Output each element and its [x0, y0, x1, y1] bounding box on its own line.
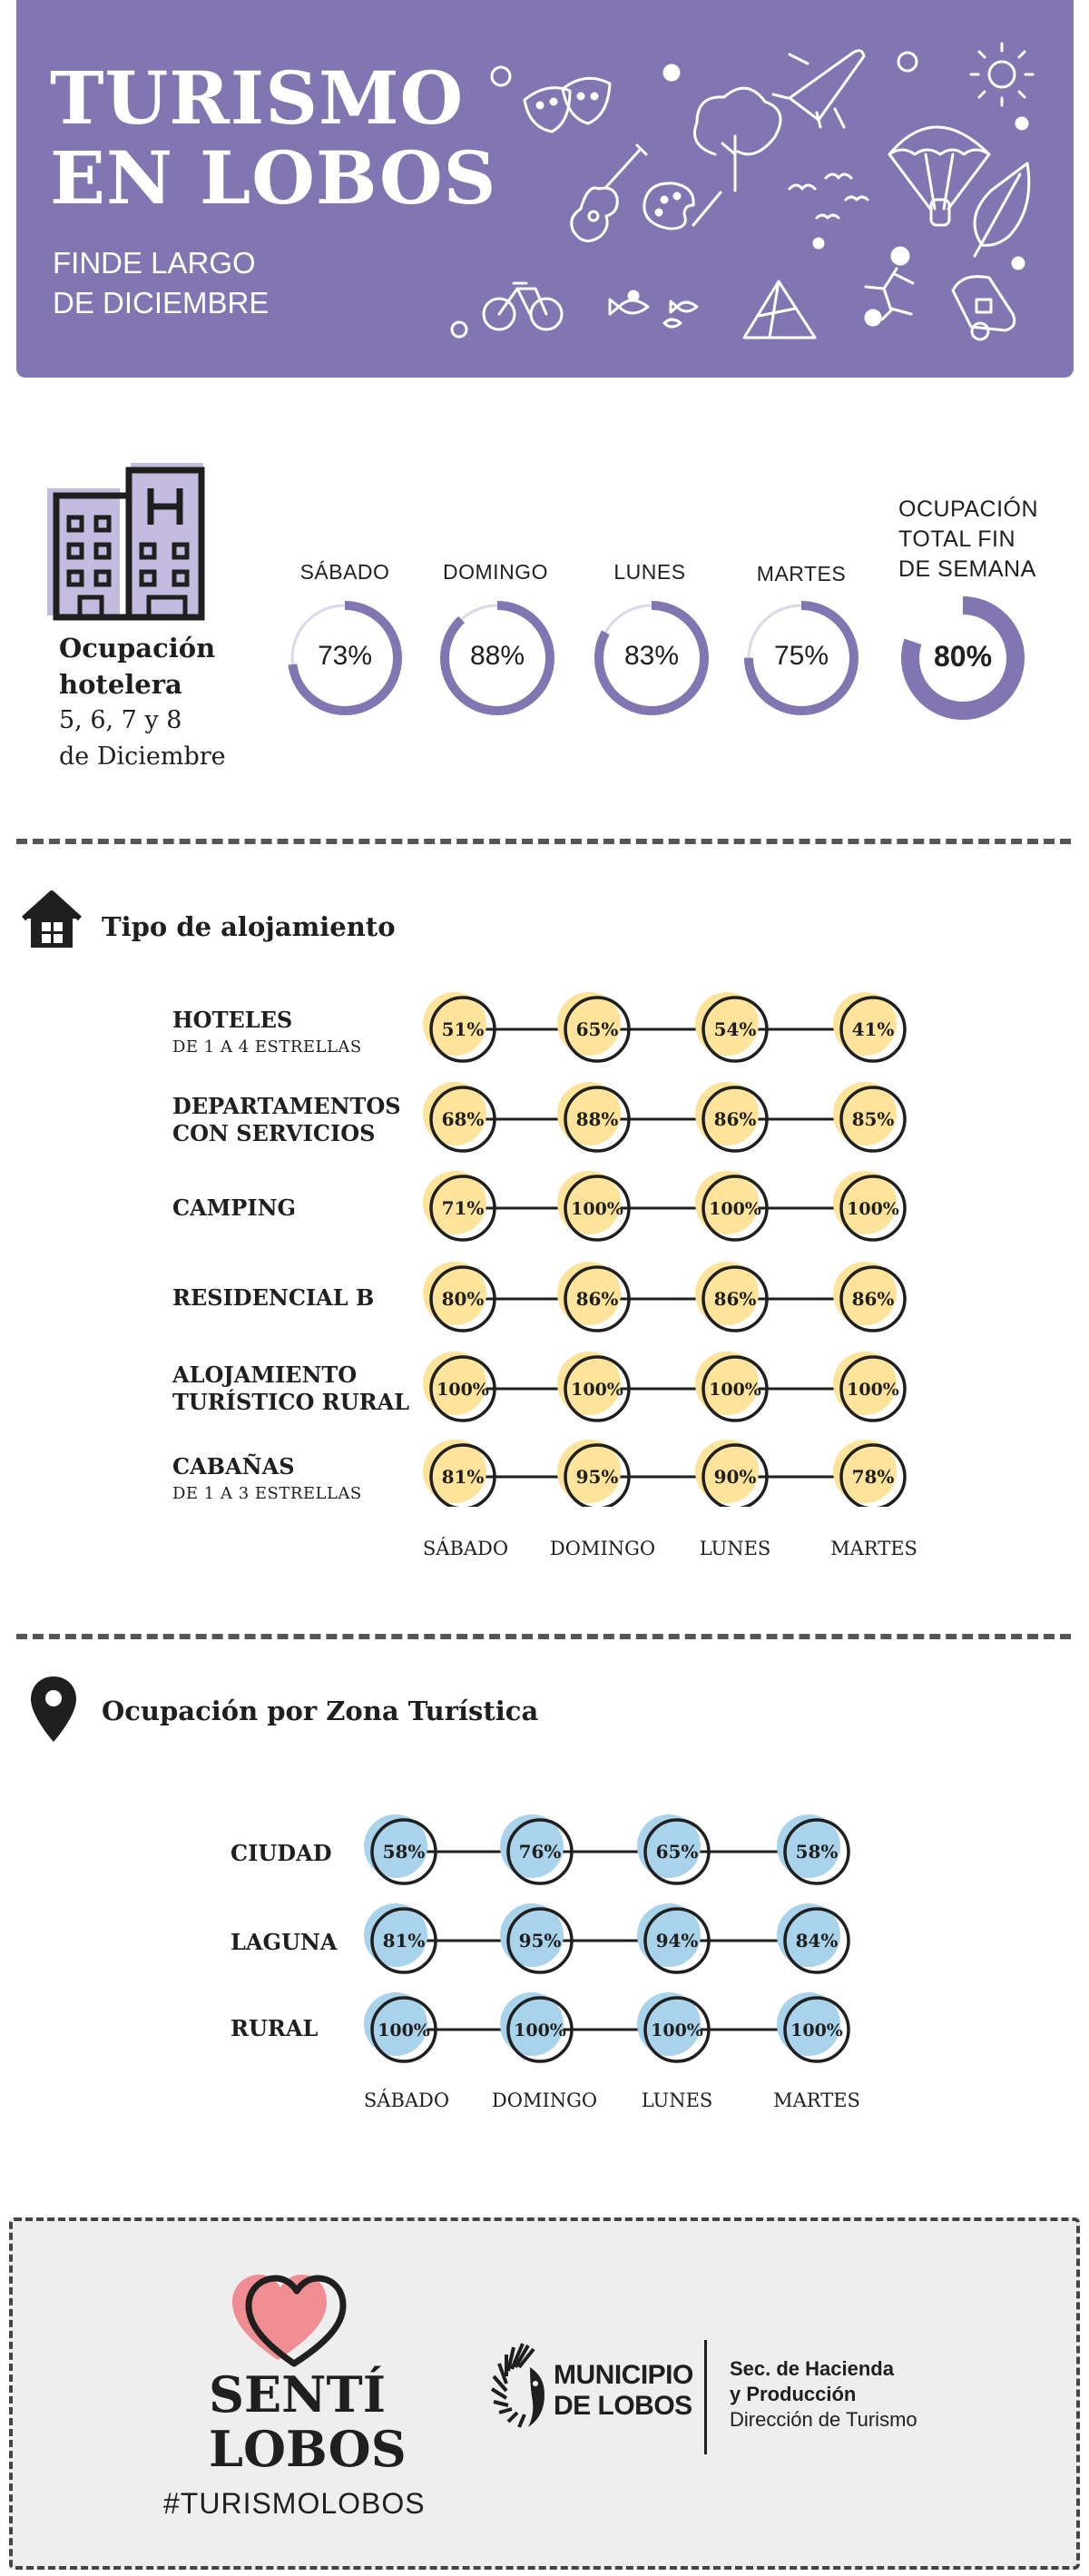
accommodation-value-bubble: [557, 1171, 629, 1240]
hotel-occupancy-dates: [59, 703, 226, 775]
row-label-line: CON SERVICIOS: [172, 1120, 376, 1146]
accommodation-value-label: 71%: [441, 1197, 485, 1219]
accommodation-value-bubble: [833, 1082, 905, 1151]
municipio-de-lobos-logo: [554, 2360, 693, 2422]
dot-icon: [1016, 118, 1027, 129]
dot-icon: [492, 67, 510, 85]
accommodation-value-label: 51%: [441, 1018, 485, 1040]
accommodation-value-label: 88%: [575, 1108, 619, 1130]
column-label-domingo: DOMINGO: [549, 1538, 656, 1559]
ring-label-martes: MARTES: [756, 562, 847, 585]
column-label-martes: MARTES: [830, 1538, 917, 1559]
ring-label-domingo: DOMINGO: [443, 560, 548, 584]
accommodation-value-label: 100%: [709, 1380, 761, 1400]
accommodation-value-label: 95%: [575, 1466, 619, 1488]
map-pin-icon: [29, 1675, 78, 1744]
zone-label-ciudad: CIUDAD: [231, 1840, 332, 1866]
zone-value-label: 65%: [655, 1841, 699, 1863]
page-subtitle: [53, 243, 269, 323]
zone-value-bubble: [500, 1903, 572, 1972]
dot-icon: [664, 65, 679, 80]
accommodation-value-bubble: [695, 1082, 767, 1151]
zone-value-label: 100%: [378, 2020, 430, 2040]
accommodation-value-bubble: [557, 1262, 629, 1331]
accommodation-value-bubble: [423, 1352, 495, 1421]
zone-value-bubble: [637, 1903, 709, 1972]
zone-column-label-martes: MARTES: [773, 2089, 860, 2111]
zone-value-label: 58%: [795, 1841, 839, 1863]
accommodation-value-bubble: [695, 1262, 767, 1331]
zone-column-label-lunes: LUNES: [641, 2089, 713, 2111]
senti-line-2: LOBOS: [209, 2420, 407, 2478]
zone-column-label-sabado: SÁBADO: [363, 2089, 450, 2111]
accommodation-value-label: 100%: [571, 1380, 623, 1400]
accommodation-value-label: 68%: [441, 1108, 485, 1130]
secretaria-text: [730, 2356, 917, 2433]
municipio-emblem-icon: [486, 2340, 555, 2434]
zone-value-bubble: [637, 1992, 709, 2061]
zones-grid: [0, 1797, 1089, 2070]
accommodation-value-bubble: [423, 992, 495, 1061]
row-label-line: CABAÑAS: [172, 1453, 295, 1480]
title-line-1: TURISMO: [50, 55, 465, 141]
accommodation-value-label: 65%: [575, 1018, 619, 1040]
title-line-2: EN LOBOS: [50, 135, 497, 221]
total-label-line-3: DE SEMANA: [898, 556, 1036, 582]
row-label-line: ALOJAMIENTO: [172, 1362, 358, 1388]
subtitle-line-2: DE DICIEMBRE: [53, 286, 270, 320]
accommodation-value-label: 86%: [713, 1288, 757, 1310]
accommodation-value-bubble: [557, 992, 629, 1061]
accommodation-value-bubble: [695, 1352, 767, 1421]
accommodation-value-bubble: [833, 1171, 905, 1240]
zone-value-bubble: [637, 1814, 709, 1883]
zone-value-label: 94%: [655, 1930, 699, 1952]
birds-icon: [790, 174, 868, 218]
accommodation-value-bubble: [423, 1171, 495, 1240]
hotel-title-line-2: hotelera: [59, 669, 182, 700]
hashtag: #TURISMOLOBOS: [163, 2487, 426, 2520]
dot-icon: [814, 239, 823, 248]
accommodation-value-label: 80%: [441, 1288, 485, 1310]
airplane-icon: [773, 51, 864, 127]
leaf-icon: [975, 163, 1029, 256]
tourism-icons-illustration: [427, 18, 1062, 363]
accommodation-value-label: 100%: [709, 1199, 761, 1219]
accommodation-value-label: 100%: [571, 1199, 623, 1219]
sec-line-3: Dirección de Turismo: [730, 2408, 917, 2431]
zone-value-label: 100%: [790, 2020, 843, 2040]
section-divider: [16, 1634, 1071, 1639]
zone-value-bubble: [777, 1903, 849, 1972]
dot-icon: [452, 322, 466, 337]
accommodation-value-bubble: [423, 1262, 495, 1331]
column-label-sabado: SÁBADO: [422, 1538, 509, 1559]
paraglider-icon: [889, 127, 989, 225]
row-label-line: CAMPING: [172, 1195, 296, 1221]
senti-lobos-logo-text: [209, 2365, 407, 2478]
total-label-line-2: TOTAL FIN: [898, 526, 1016, 552]
accommodation-value-bubble: [557, 1440, 629, 1507]
tree-icon: [695, 88, 781, 191]
logo-separator: [704, 2340, 707, 2454]
paint-palette-icon: [644, 183, 721, 229]
sec-line-2: y Producción: [730, 2383, 857, 2405]
accommodation-value-label: 90%: [713, 1466, 757, 1488]
accommodation-value-bubble: [557, 1082, 629, 1151]
accommodation-value-label: 85%: [851, 1108, 895, 1130]
heart-icon: [231, 2269, 348, 2369]
zone-value-bubble: [500, 1814, 572, 1883]
zone-value-bubble: [500, 1992, 572, 2061]
zone-value-bubble: [364, 1814, 436, 1883]
zone-value-bubble: [777, 1814, 849, 1883]
total-occupancy-label: [898, 495, 1038, 585]
accommodation-value-label: 81%: [441, 1466, 485, 1488]
senti-line-1: SENTÍ: [209, 2365, 386, 2424]
accommodation-value-bubble: [833, 1440, 905, 1507]
zone-label-rural: RURAL: [231, 2015, 319, 2041]
dot-icon: [1013, 258, 1024, 269]
camper-trailer-icon: [953, 277, 1015, 339]
zone-value-label: 95%: [518, 1930, 562, 1952]
zone-value-label: 58%: [382, 1841, 426, 1863]
zone-value-bubble: [364, 1992, 436, 2061]
accommodation-value-label: 100%: [437, 1380, 489, 1400]
accommodation-value-bubble: [695, 1440, 767, 1507]
row-label-line: RESIDENCIAL B: [172, 1284, 375, 1311]
accommodation-value-bubble: [557, 1352, 629, 1421]
zone-column-label-domingo: DOMINGO: [491, 2089, 598, 2111]
row-sublabel: DE 1 A 3 ESTRELLAS: [172, 1484, 362, 1503]
ring-label-sabado: SÁBADO: [299, 560, 390, 584]
total-label-line-1: OCUPACIÓN: [898, 497, 1039, 522]
zone-value-bubble: [364, 1903, 436, 1972]
ring-label-lunes: LUNES: [613, 560, 686, 584]
zone-value-label: 81%: [382, 1930, 426, 1952]
section-divider: [16, 839, 1071, 844]
accommodation-grid: [0, 962, 1089, 1507]
ring-value-sabado: 73%: [317, 641, 373, 671]
bicycle-icon: [484, 283, 562, 329]
zone-value-label: 100%: [651, 2020, 703, 2040]
accommodation-value-label: 41%: [851, 1018, 895, 1040]
accommodation-value-label: 100%: [847, 1380, 899, 1400]
zone-value-label: 76%: [518, 1841, 562, 1863]
accommodation-value-label: 100%: [847, 1199, 899, 1219]
fish-icon: [610, 300, 697, 327]
accommodation-value-label: 78%: [851, 1466, 895, 1488]
dot-icon: [898, 53, 917, 71]
hotel-occupancy-title: [59, 630, 215, 703]
zone-label-laguna: LAGUNA: [231, 1929, 338, 1955]
tent-icon: [744, 281, 815, 338]
hotel-building-icon: [44, 452, 216, 624]
ring-value-total: 80%: [933, 640, 993, 673]
dates-line-1: 5, 6, 7 y 8: [59, 706, 182, 734]
municipio-line-2: DE LOBOS: [554, 2391, 692, 2421]
dates-line-2: de Diciembre: [59, 742, 226, 771]
zone-value-label: 100%: [514, 2020, 566, 2040]
accommodation-value-bubble: [833, 992, 905, 1061]
row-label-line: DEPARTAMENTOS: [172, 1093, 401, 1119]
row-label-line: HOTELES: [172, 1007, 293, 1033]
sun-icon: [971, 44, 1033, 105]
ring-value-domingo: 88%: [469, 641, 525, 671]
accommodation-value-bubble: [423, 1082, 495, 1151]
row-sublabel: DE 1 A 4 ESTRELLAS: [172, 1037, 362, 1057]
accommodation-title: Tipo de alojamiento: [102, 911, 396, 942]
hotel-title-line-1: Ocupación: [59, 633, 216, 664]
accommodation-value-bubble: [833, 1352, 905, 1421]
zones-title: Ocupación por Zona Turística: [102, 1696, 539, 1726]
accommodation-value-label: 86%: [713, 1108, 757, 1130]
accommodation-value-label: 54%: [713, 1018, 757, 1040]
house-icon: [20, 888, 83, 951]
accommodation-value-bubble: [833, 1262, 905, 1331]
zone-value-label: 84%: [795, 1930, 839, 1952]
subtitle-line-1: FINDE LARGO: [53, 246, 256, 280]
sec-line-1: Sec. de Hacienda: [730, 2357, 894, 2380]
municipio-line-1: MUNICIPIO: [554, 2360, 693, 2390]
accommodation-value-bubble: [423, 1440, 495, 1507]
accommodation-value-label: 86%: [851, 1288, 895, 1310]
accommodation-value-bubble: [695, 992, 767, 1061]
soccer-player-icon: [866, 248, 913, 325]
column-label-lunes: LUNES: [699, 1538, 771, 1559]
ring-value-martes: 75%: [773, 641, 829, 671]
guitar-icon: [572, 145, 646, 241]
theater-masks-icon: [525, 78, 610, 132]
row-label-line: TURÍSTICO RURAL: [172, 1389, 410, 1415]
accommodation-value-bubble: [695, 1171, 767, 1240]
zone-value-bubble: [777, 1992, 849, 2061]
ring-value-lunes: 83%: [623, 641, 680, 671]
accommodation-value-label: 86%: [575, 1288, 619, 1310]
